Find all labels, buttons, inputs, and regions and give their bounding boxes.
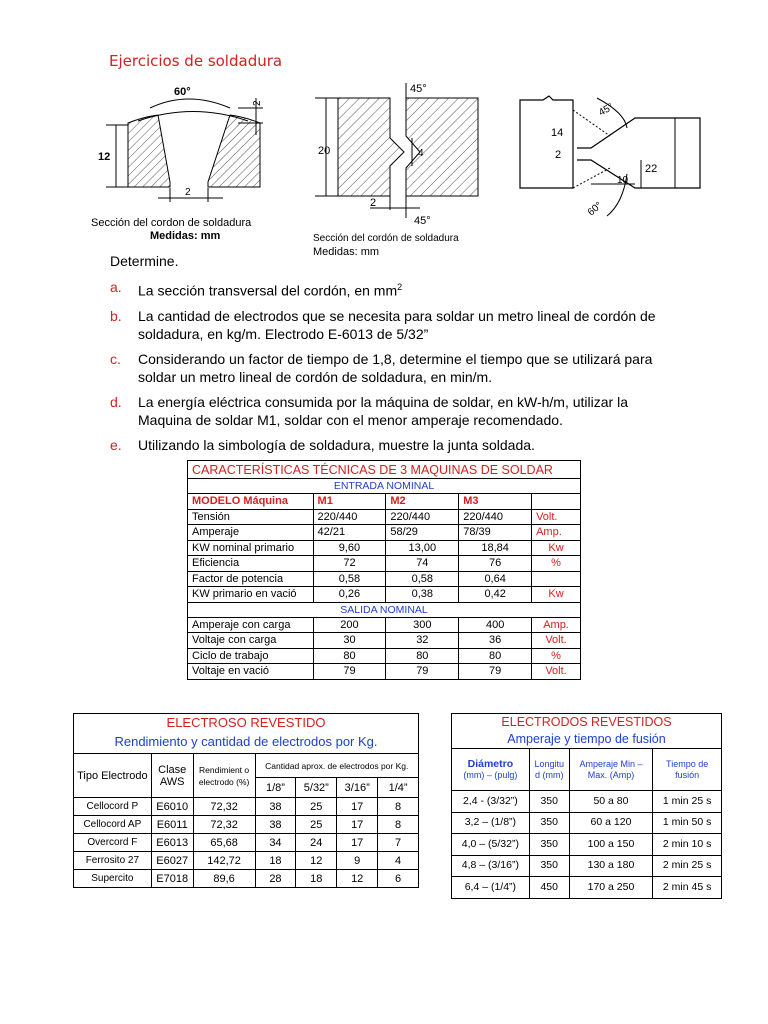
figure-v-groove [88,80,300,245]
table-row: Overcord F E6013 65,68 34 24 17 7 [74,834,419,852]
machines-output-header: SALIDA NOMINAL [188,602,581,617]
question-letter: d. [110,393,122,410]
question-item [110,307,670,343]
table-row: Cellocord P E6010 72,32 38 25 17 8 [74,798,419,816]
question-item [110,436,670,454]
question-item [110,393,670,429]
table-row: Amperaje con carga 200 300 400 Amp. [188,617,581,633]
table-row: Voltaje en vació 79 79 79 Volt. [188,664,581,680]
question-text: La cantidad de electrodos que se necesita para soldar un metro lineal de cordón de soldadura, en kg/m. Electrodo E-6013 de 5/32” [138,307,656,342]
question-item [110,350,670,386]
fig3-dim-22: 22 [645,163,658,175]
fig3-dim-14: 14 [551,127,564,139]
fig2-height-label: 20 [318,145,331,157]
table-header-row: Tipo Electrodo Clase AWS Rendimient o electrodo (%) Cantidad aprox. de electrodos por Kg. [74,754,419,778]
question-list [110,252,670,461]
fig2-caption: Sección del cordón de soldadura [313,233,459,244]
fig2-angle-bottom: 45° [414,215,431,227]
figure-t-joint [515,88,715,228]
machines-table-caption: CARACTERÍSTICAS TÉCNICAS DE 3 MAQUINAS DE SOLDAR [188,461,581,479]
table-row: KW primario en vació 0,26 0,38 0,42 Kw [188,587,581,603]
fig1-units: Medidas: mm [150,230,221,242]
table-row: 3,2 – (1/8”) 350 60 a 120 1 min 50 s [452,812,722,834]
table-row: Eficiencia 72 74 76 % [188,556,581,572]
question-text: La sección transversal del cordón, en $mm^2$ [138,282,403,299]
table-row: 4,8 – (3/16”) 350 130 a 180 2 min 25 s [452,855,722,877]
table-row: Cellocord AP E6011 72,32 38 25 17 8 [74,816,419,834]
table-header-row: Diámetro (mm) – (pulg) Longitu d (mm) Amperaje Min – Max. (Amp) Tiempo de fusión [452,749,722,791]
figure-k-groove [310,78,500,260]
table-row: KW nominal primario 9,60 13,00 18,84 Kw [188,540,581,556]
question-letter: a. [110,279,122,295]
fig3-dim-10: 10 [617,175,629,186]
fig2-units: Medidas: mm [313,246,380,258]
table-row: Tensión 220/440 220/440 220/440 Volt. [188,509,581,525]
fig1-angle-label: 60° [174,86,191,98]
machines-input-header: ENTRADA NOMINAL [188,479,581,494]
table-row: Ciclo de trabajo 80 80 80 % [188,648,581,664]
table-header-row: MODELO Máquina M1 M2 M3 [188,494,581,510]
table-row: Factor de potencia 0,58 0,58 0,64 [188,571,581,587]
table-row: 4,0 – (5/32”) 350 100 a 150 2 min 10 s [452,834,722,856]
fig3-angle-bottom: 60° [585,200,605,219]
electrode-yield-subtitle: Rendimiento y cantidad de electrodos por Kg. [74,732,419,754]
question-letter: c. [110,350,121,367]
electrode-fusion-table [451,713,722,899]
question-letter: b. [110,307,122,324]
table-row: Voltaje con carga 30 32 36 Volt. [188,633,581,649]
fig2-gap-label: 2 [370,197,377,209]
electrode-yield-title: ELECTROSO REVESTIDO [74,714,419,732]
table-header-row: 1/8” 5/32” 3/16” 1/4” [74,778,419,798]
fig3-dim-2: 2 [555,149,562,161]
fig2-root-label: 4 [418,148,424,159]
fusion-table-title: ELECTRODOS REVESTIDOS [452,714,722,731]
table-row: Supercito E7018 89,6 28 18 12 6 [74,870,419,888]
fig1-caption: Sección del cordon de soldadura [91,217,252,229]
fusion-table-subtitle: Amperaje y tiempo de fusión [452,731,722,749]
question-item [110,278,670,300]
fig2-angle-top: 45° [410,83,427,95]
fig1-height-label: 12 [98,151,111,163]
fig3-angle-top: 45° [597,101,616,119]
question-letter: e. [110,436,122,453]
table-row: Amperaje 42/21 58/29 78/39 Amp. [188,525,581,541]
questions-intro: Determine. [110,253,179,269]
fig1-top-dim: 2 [252,100,263,106]
table-row: Ferrosito 27 E6027 142,72 18 12 9 4 [74,852,419,870]
question-text: Considerando un factor de tiempo de 1,8, determine el tiempo que se utilizará para soldar un metro lineal de cordón de soldadura, en min/m. [138,350,653,385]
page-title: Ejercicios de soldadura [109,52,283,70]
question-text: Utilizando la simbología de soldadura, muestre la junta soldada. [138,436,535,453]
machines-spec-table [187,460,581,680]
question-text: La energía eléctrica consumida por la máquina de soldar, en kW-h/m, utilizar la Maquina de soldar M1, soldar con el menor amperaje recomendado. [138,393,628,428]
table-row: 6,4 – (1/4”) 450 170 a 250 2 min 45 s [452,877,722,899]
electrode-yield-table [73,713,419,888]
fig1-gap-label: 2 [185,187,191,198]
table-row: 2,4 - (3/32”) 350 50 a 80 1 min 25 s [452,791,722,813]
